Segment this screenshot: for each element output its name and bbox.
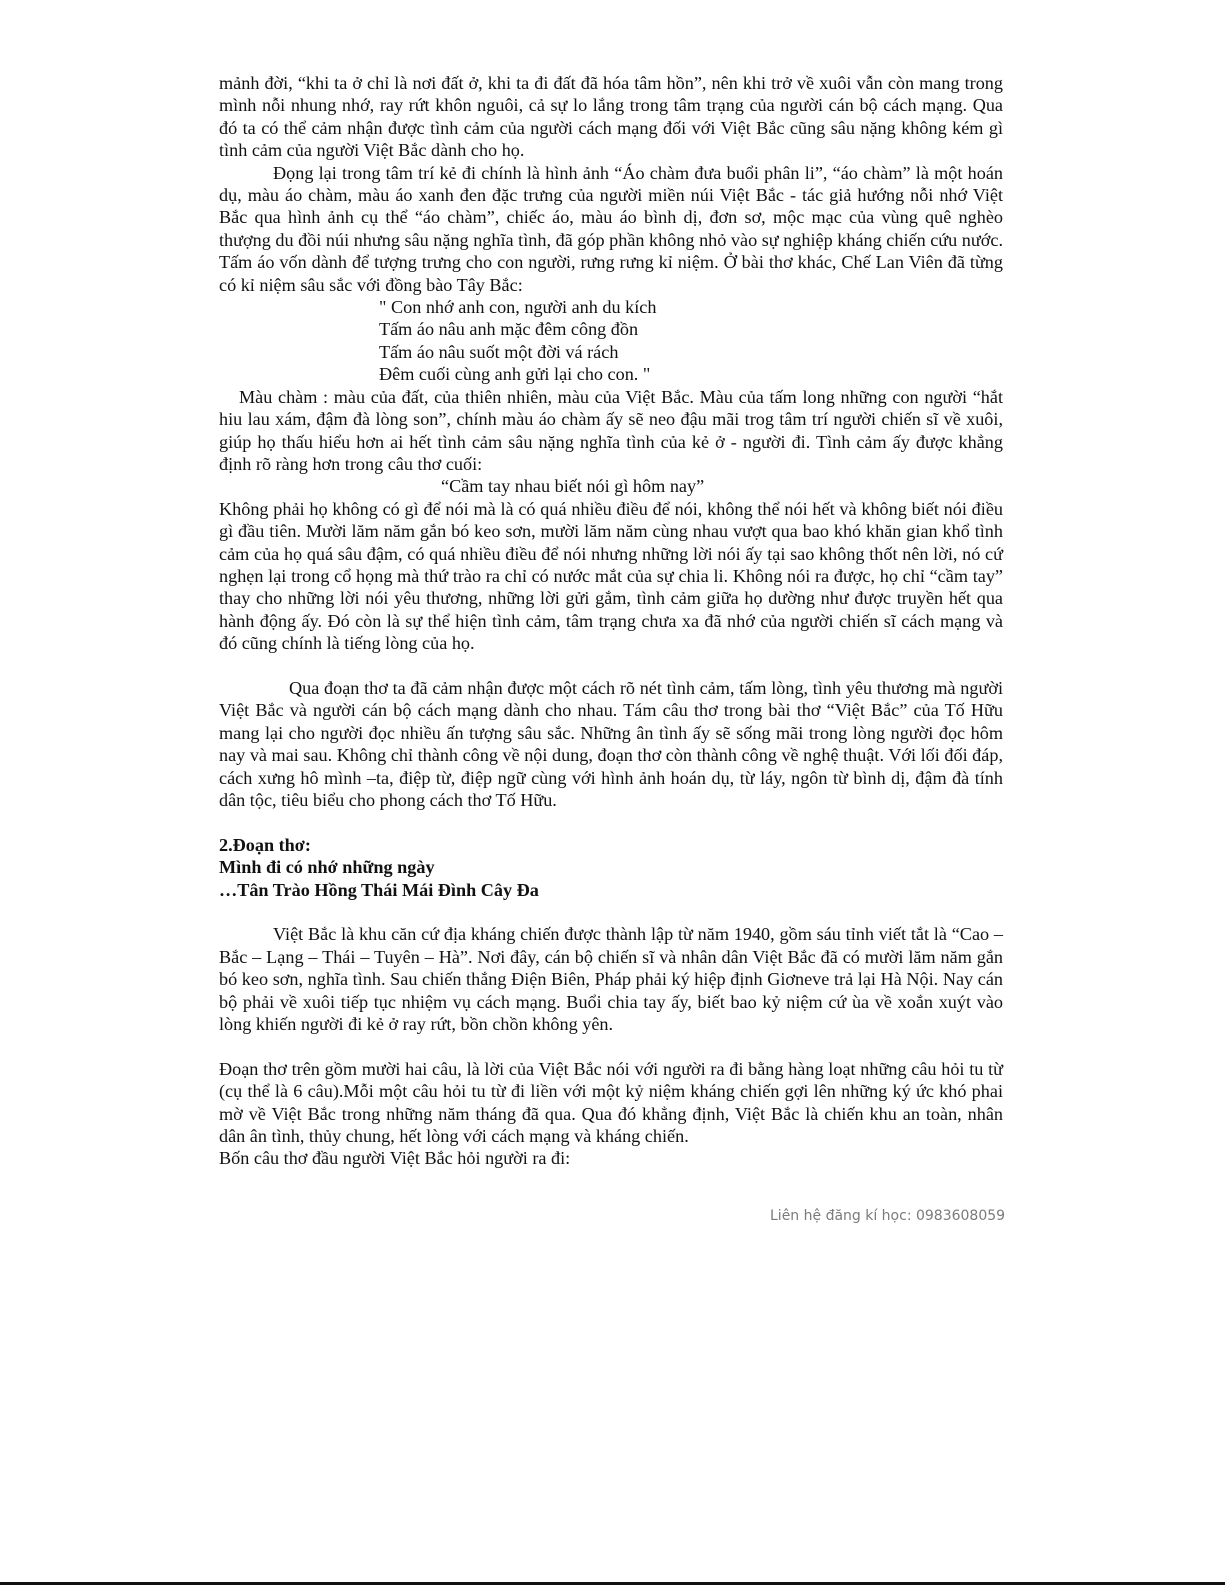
section-subheading: Mình đi có nhớ những ngày: [219, 857, 435, 878]
poem-line: Đêm cuối cùng anh gửi lại cho con. ": [379, 364, 651, 385]
poem-line: Tấm áo nâu anh mặc đêm công đồn: [379, 319, 639, 340]
section-heading: 2.Đoạn thơ:: [219, 834, 311, 855]
poem-line: Tấm áo nâu suốt một đời vá rách: [379, 341, 619, 362]
paragraph-doan-tho: Đoạn thơ trên gồm mười hai câu, là lời của Việt Bắc nói với người ra đi bằng hàng loạt những câu hỏi tu từ (cụ thể là 6 câu).Mỗi một câu hỏi tu từ đi liền với một kỷ niệm kháng chiến gợi lên những ký ức khó phai mờ về Việt Bắc trong những năm tháng đã qua. Qua đó khẳng định, Việt Bắc là chiến khu an toàn, nhân dân ân tình, thủy chung, hết lòng với cách mạng và kháng chiến.: [219, 1058, 1003, 1147]
spacer: [219, 1035, 1003, 1057]
quote-line: “Cầm tay nhau biết nói gì hôm nay”: [441, 476, 705, 497]
paragraph-bon-cau: Bốn câu thơ đầu người Việt Bắc hỏi người ra đi:: [219, 1148, 571, 1169]
paragraph-cam-tay: Không phải họ không có gì để nói mà là có quá nhiều điều để nói, không thể nói hết và không biết nói điều gì đầu tiên. Mười lăm năm gắn bó keo sơn, mười lăm năm cùng nhau vượt qua bao khó khăn gian khổ tình cảm của họ quá sâu đậm, có quá nhiều điều để nói nhưng những lời nói ấy tại sao không thốt nên lời, nó cứ nghẹn lại trong cổ họng mà thứ trào ra chỉ có nước mắt của sự chia li. Không nói ra được, họ chỉ “cầm tay” thay cho những lời nói yêu thương, những lời gửi gắm, tình cảm giữa họ dường như được truyền hết qua hành động ấy. Đó còn là sự thể hiện tình cảm, tâm trạng chưa xa đã nhớ của người chiến sĩ cách mạng và đó cũng chính là tiếng lòng của họ.: [219, 498, 1003, 654]
paragraph-conclusion: Qua đoạn thơ ta đã cảm nhận được một cách rõ nét tình cảm, tấm lòng, tình yêu thương mà người Việt Bắc và người cán bộ cách mạng dành cho nhau. Tám câu thơ trong bài thơ “Việt Bắc” của Tố Hữu mang lại cho người đọc nhiều ấn tượng sâu sắc. Những ân tình ấy sẽ sống mãi trong lòng người đọc hôm nay và mai sau. Không chỉ thành công về nội dung, đoạn thơ còn thành công về nghệ thuật. Với lối đối đáp, cách xưng hô mình –ta, điệp từ, điệp ngữ cùng với hình ảnh hoán dụ, từ láy, ngôn từ bình dị, đậm đà tính dân tộc, tiêu biểu cho phong cách thơ Tố Hữu.: [219, 677, 1003, 810]
paragraph-intro: mảnh đời, “khi ta ở chỉ là nơi đất ở, khi ta đi đất đã hóa tâm hồn”, nên khi trở về xuôi vẫn còn mang trong mình nỗi nhung nhớ, ray rứt khôn nguôi, cả sự lo lắng trong tâm trạng của người cán bộ cách mạng. Qua đó ta có thể cảm nhận được tình cảm của người cách mạng đối với Việt Bắc cũng sâu nặng không kém gì tình cảm của người Việt Bắc dành cho họ.: [219, 73, 1003, 161]
paragraph-ao-cham: Đọng lại trong tâm trí kẻ đi chính là hình ảnh “Áo chàm đưa buổi phân li”, “áo chàm” là một hoán dụ, màu áo chàm, màu áo xanh đen đặc trưng của người miền núi Việt Bắc - tác giả hướng nỗi nhớ Việt Bắc qua hình ảnh cụ thể “áo chàm”, chiếc áo, màu áo bình dị, đơn sơ, mộc mạc của vùng quê nghèo thượng du đồi núi nhưng sâu nặng nghĩa tình, đã góp phần không nhỏ vào sự nghiệp kháng chiến cứu nước. Tấm áo vốn dành để tượng trưng cho con người, rưng rưng kỉ niệm. Ở bài thơ khác, Chế Lan Viên đã từng có kỉ niệm sâu sắc với đồng bào Tây Bắc:: [219, 162, 1003, 295]
paragraph-viet-bac: Việt Bắc là khu căn cứ địa kháng chiến được thành lập từ năm 1940, gồm sáu tỉnh viết tắt là “Cao – Bắc – Lạng – Thái – Tuyên – Hà”. Nơi đây, cán bộ chiến sĩ và nhân dân Việt Bắc đã có mười lăm năm gắn bó keo sơn, nghĩa tình. Sau chiến thắng Điện Biên, Pháp phải ký hiệp định Giơneve trả lại Hà Nội. Nay cán bộ phải về xuôi tiếp tục nhiệm vụ cách mạng. Buổi chia tay ấy, biết bao kỷ niệm cứ ùa về xoắn xuýt vào lòng khiến người đi kẻ ở ray rứt, bồn chồn không yên.: [219, 924, 1003, 1035]
section-subheading: …Tân Trào Hồng Thái Mái Đình Cây Đa: [219, 879, 539, 900]
poem-quote: [379, 296, 1003, 386]
document-page: [219, 72, 1003, 1170]
spacer: [219, 901, 1003, 923]
paragraph-mau-cham: Màu chàm : màu của đất, của thiên nhiên, màu của Việt Bắc. Màu của tấm long những con người “hắt hiu lau xám, đậm đà lòng son”, chính màu áo chàm ấy sẽ neo đậu mãi trog tâm trí người chiến sĩ về xuôi, giúp họ thấu hiểu hơn ai hết tình cảm sâu nặng nghĩa tình của kẻ ở - người đi. Tình cảm ấy được khẳng định rõ ràng hơn trong câu thơ cuối:: [219, 386, 1003, 474]
footer-contact: Liên hệ đăng kí học: 0983608059: [770, 1208, 1006, 1224]
poem-line: " Con nhớ anh con, người anh du kích: [379, 297, 657, 318]
spacer: [219, 811, 1003, 833]
spacer: [219, 655, 1003, 677]
